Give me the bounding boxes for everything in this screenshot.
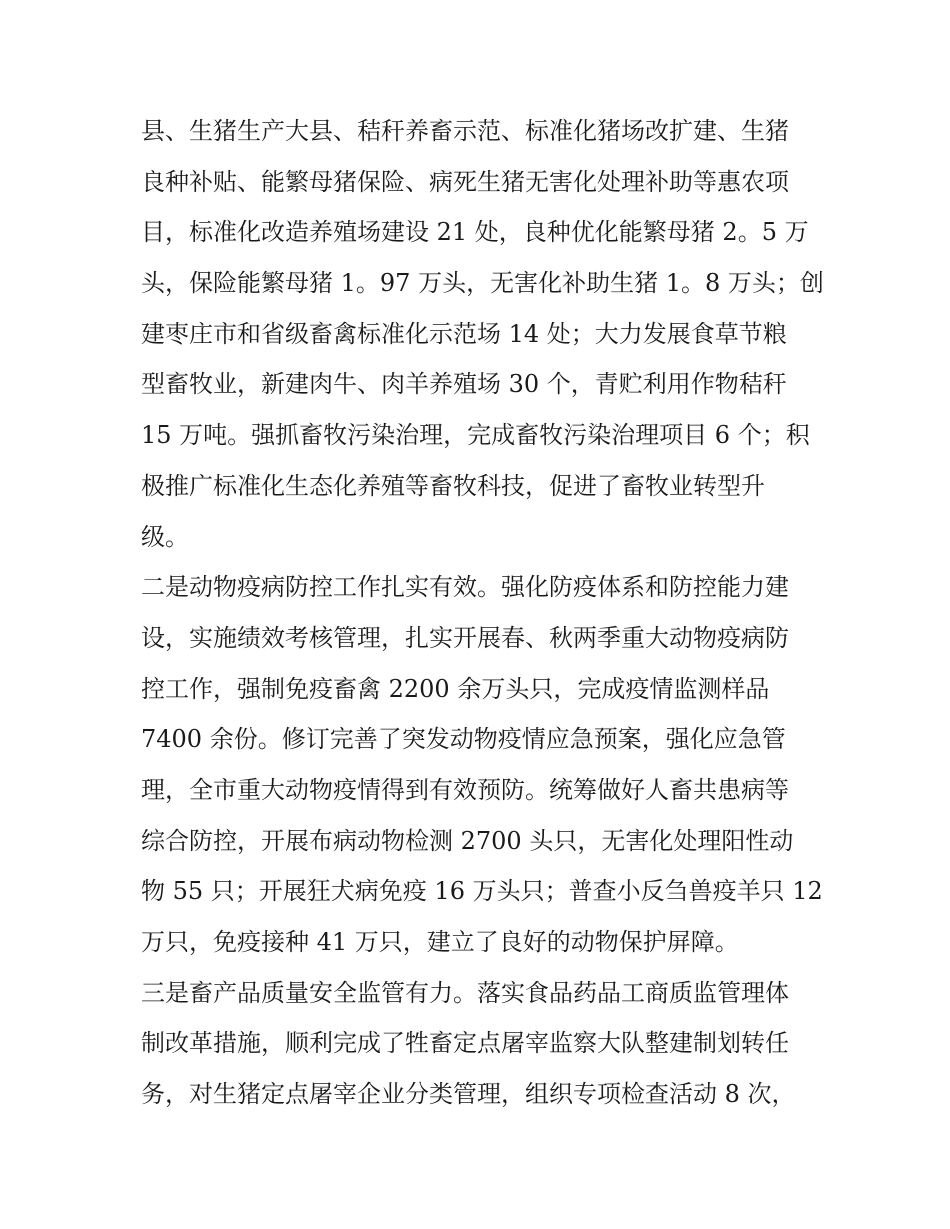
text-line: 县、生猪生产大县、秸秆养畜示范、标准化猪场改扩建、生猪 (141, 117, 789, 145)
text-line: 理，全市重大动物疫情得到有效预防。统筹做好人畜共患病等 (141, 775, 789, 804)
text-line: 建枣庄市和省级畜禽标准化示范场 14 处；大力发展食草节粮 (141, 319, 787, 348)
text-line: 制改革措施，顺利完成了牲畜定点屠宰监察大队整建制划转任 (141, 1029, 789, 1058)
text-line: 三是畜产品质量安全监管有力。落实食品药品工商质监管理体 (141, 978, 789, 1007)
text-line: 级。 (141, 522, 189, 551)
text-line: 型畜牧业，新建肉牛、肉羊养殖场 30 个，青贮利用作物秸秆 (141, 370, 787, 399)
text-line: 15 万吨。强抓畜牧污染治理，完成畜牧污染治理项目 6 个；积 (141, 421, 810, 450)
text-line: 控工作，强制免疫畜禽 2200 余万头只，完成疫情监测样品 (141, 674, 770, 703)
text-line: 万只，免疫接种 41 万只，建立了良好的动物保护屏障。 (141, 928, 739, 956)
text-line: 极推广标准化生态化养殖等畜牧科技，促进了畜牧业转型升 (141, 471, 765, 500)
text-line: 7400 余份。修订完善了突发动物疫情应急预案，强化应急管 (141, 725, 786, 754)
document-body-text (141, 106, 824, 1120)
text-line: 目，标准化改造养殖场建设 21 处，良种优化能繁母猪 2。5 万 (141, 218, 809, 247)
text-line: 良种补贴、能繁母猪保险、病死生猪无害化处理补助等惠农项 (141, 167, 789, 196)
text-line: 设，实施绩效考核管理，扎实开展春、秋两季重大动物疫病防 (141, 623, 789, 652)
text-line: 头，保险能繁母猪 1。97 万头，无害化补助生猪 1。8 万头；创 (141, 269, 824, 298)
text-line: 物 55 只；开展狂犬病免疫 16 万头只；普查小反刍兽疫羊只 12 (141, 877, 823, 906)
text-line: 务，对生猪定点屠宰企业分类管理，组织专项检查活动 8 次， (141, 1080, 796, 1109)
text-line: 二是动物疫病防控工作扎实有效。强化防疫体系和防控能力建 (141, 573, 789, 602)
text-line: 综合防控，开展布病动物检测 2700 头只，无害化处理阳性动 (141, 826, 794, 855)
